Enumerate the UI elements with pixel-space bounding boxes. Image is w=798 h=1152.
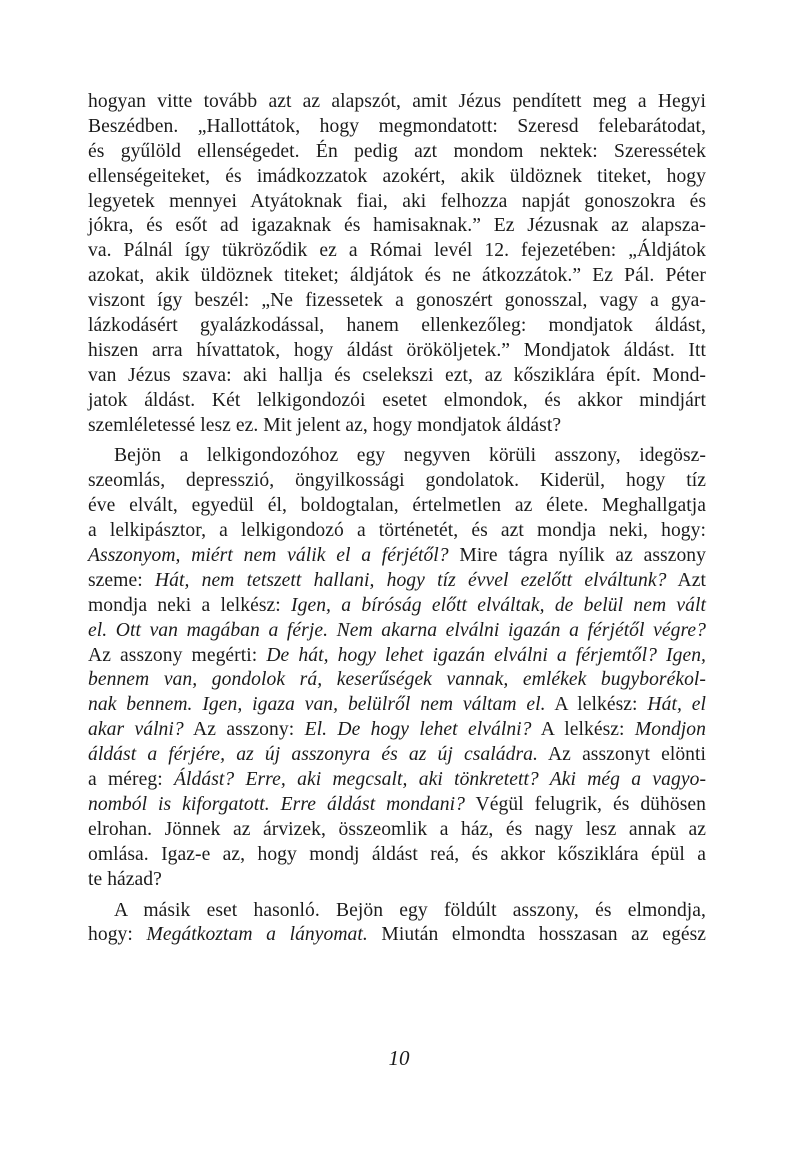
text-segment: Az asszony: bbox=[183, 719, 305, 741]
text-line bbox=[88, 743, 706, 768]
text-segment: va. Pálnál így tükröződik ez a Római levél 12. fejezetében: „Áldjátok bbox=[88, 240, 706, 262]
text-segment: nomból is kiforgatott. Erre áldást mondani? bbox=[88, 793, 465, 815]
text-line bbox=[88, 339, 706, 364]
text-segment: Beszédben. „Hallottátok, hogy megmondatott: Szeresd felebarátodat, bbox=[88, 115, 706, 137]
paragraph-2 bbox=[88, 444, 706, 892]
paragraph-3 bbox=[88, 899, 706, 949]
text-line bbox=[88, 569, 706, 594]
text-segment: Áldást? Erre, aki megcsalt, aki tönkretett? Aki még a vagyo- bbox=[174, 769, 707, 791]
page-number: 10 bbox=[388, 1046, 410, 1070]
text-line bbox=[88, 115, 706, 140]
text-line bbox=[88, 90, 706, 115]
text-segment: Az asszonyt elönti bbox=[537, 744, 706, 766]
text-segment: jókra, és esőt ad igazaknak és hamisaknak.” Ez Jézusnak az alapsza- bbox=[88, 215, 706, 237]
text-segment: A lelkész: bbox=[545, 694, 648, 716]
text-segment: éve elvált, egyedül él, boldogtalan, értelmetlen az élete. Meghallgatja bbox=[88, 495, 706, 517]
text-segment: Bejön a lelkigondozóhoz egy negyven körüli asszony, idegösz- bbox=[114, 445, 706, 467]
text-segment: mondja neki a lelkész: bbox=[88, 594, 292, 616]
text-line bbox=[88, 899, 706, 924]
text-segment: elrohan. Jönnek az árvizek, összeomlik a ház, és nagy lesz annak az bbox=[88, 818, 706, 840]
text-segment: legyetek mennyei Atyátoknak fiai, aki felhozza napját gonoszokra és bbox=[88, 190, 706, 212]
text-line bbox=[88, 414, 706, 439]
text-line bbox=[88, 494, 706, 519]
text-segment: szeme: bbox=[88, 569, 155, 591]
text-segment: Megátkoztam a lányomat. bbox=[146, 924, 368, 946]
text-line bbox=[88, 364, 706, 389]
text-segment: Hát, nem tetszett hallani, hogy tíz évvel ezelőtt elváltunk? bbox=[154, 569, 667, 591]
text-segment: szeomlás, depresszió, öngyilkossági gondolatok. Kiderül, hogy tíz bbox=[88, 470, 706, 492]
text-line bbox=[88, 239, 706, 264]
text-line bbox=[88, 389, 706, 414]
text-line bbox=[88, 469, 706, 494]
text-segment: hogy: bbox=[88, 924, 147, 946]
text-segment: hogyan vitte tovább azt az alapszót, amit Jézus pendített meg a Hegyi bbox=[88, 91, 706, 112]
text-segment: van Jézus szava: aki hallja és cselekszi ezt, az kősziklára épít. Mond- bbox=[88, 364, 706, 386]
text-line bbox=[88, 644, 706, 669]
text-segment: Mire tágra nyílik az asszony bbox=[448, 545, 706, 567]
text-segment: Az asszony megérti: bbox=[88, 644, 267, 666]
text-segment: Mondjon bbox=[634, 719, 706, 741]
text-line bbox=[88, 818, 706, 843]
text-segment: bennem van, gondolok rá, keserűségek vannak, emlékek bugyborékol- bbox=[88, 669, 706, 691]
text-line bbox=[88, 214, 706, 239]
text-line bbox=[88, 768, 706, 793]
paragraph-1 bbox=[88, 90, 706, 438]
text-line bbox=[88, 923, 706, 948]
text-line bbox=[88, 793, 706, 818]
text-segment: viszont így beszél: „Ne fizessetek a gonoszért gonosszal, vagy a gya- bbox=[88, 290, 706, 312]
text-segment: áldást a férjére, az új asszonyra és az új családra. bbox=[88, 744, 538, 766]
text-line bbox=[88, 868, 706, 893]
text-segment: A lelkész: bbox=[531, 719, 635, 741]
text-segment: De hát, hogy lehet igazán elválni a férjemtől? Igen, bbox=[266, 644, 707, 666]
text-line bbox=[88, 519, 706, 544]
text-segment: nak bennem. Igen, igaza van, belülről nem váltam el. bbox=[88, 694, 546, 716]
text-segment: lázkodásért gyalázkodással, hanem ellenkezőleg: mondjatok áldást, bbox=[88, 315, 706, 337]
text-segment: Miután elmondta hosszasan az egész bbox=[367, 924, 706, 946]
text-segment: a méreg: bbox=[88, 769, 174, 791]
text-segment: Asszonyom, miért nem válik el a férjétől? bbox=[88, 545, 449, 567]
text-line bbox=[88, 140, 706, 165]
text-segment: Végül felugrik, és dühösen bbox=[464, 793, 706, 815]
text-line bbox=[88, 289, 706, 314]
text-line bbox=[88, 165, 706, 190]
text-segment: és gyűlöld ellenségedet. Én pedig azt mondom nektek: Szeressétek bbox=[88, 140, 706, 162]
text-segment: Hát, el bbox=[647, 694, 706, 716]
text-segment: omlása. Igaz-e az, hogy mondj áldást reá, és akkor kősziklára épül a bbox=[88, 843, 706, 865]
text-segment: Igen, a bíróság előtt elváltak, de belül nem vált bbox=[291, 594, 706, 616]
text-segment: A másik eset hasonló. Bejön egy földúlt asszony, és elmondja, bbox=[114, 899, 706, 921]
text-segment: a lelkipásztor, a lelkigondozó a történetét, és azt mondja neki, hogy: bbox=[88, 520, 706, 542]
text-line bbox=[88, 544, 706, 569]
page-body bbox=[88, 90, 706, 948]
text-segment: Azt bbox=[666, 569, 706, 591]
text-line bbox=[88, 314, 706, 339]
text-line bbox=[88, 693, 706, 718]
text-segment: akar válni? bbox=[88, 719, 184, 741]
text-line bbox=[88, 190, 706, 215]
text-segment: el. Ott van magában a férje. Nem akarna elválni igazán a férjétől végre? bbox=[88, 619, 706, 641]
text-line bbox=[88, 264, 706, 289]
text-line bbox=[88, 843, 706, 868]
text-segment: te házad? bbox=[88, 868, 162, 890]
text-segment: ellenségeiteket, és imádkozzatok azokért, akik üldöznek titeket, hogy bbox=[88, 165, 706, 187]
text-segment: hiszen arra hívattatok, hogy áldást örököljetek.” Mondjatok áldást. Itt bbox=[88, 339, 706, 361]
text-line bbox=[88, 444, 706, 469]
text-line bbox=[88, 718, 706, 743]
text-segment: jatok áldást. Két lelkigondozói esetet elmondok, és akkor mindjárt bbox=[88, 389, 706, 411]
text-line bbox=[88, 619, 706, 644]
text-segment: szemléletessé lesz ez. Mit jelent az, hogy mondjatok áldást? bbox=[88, 414, 562, 436]
text-segment: azokat, akik üldöznek titeket; áldjátok és ne átkozzátok.” Ez Pál. Péter bbox=[88, 265, 706, 287]
text-line bbox=[88, 668, 706, 693]
text-segment: El. De hogy lehet elválni? bbox=[304, 719, 532, 741]
text-line bbox=[88, 594, 706, 619]
